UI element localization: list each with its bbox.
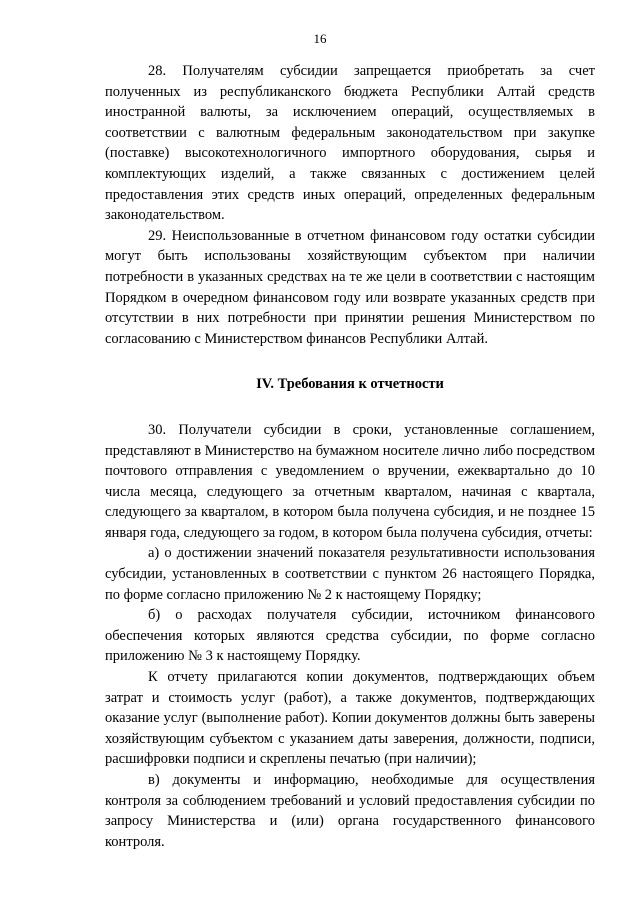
paragraph-28: 28. Получателям субсидии запрещается приобретать за счет полученных из республиканского бюджета Республики Алтай средств иностранной валюты, за исключением операций, осуществляемых в соответствии с валютным федеральным законодательством при закупке (поставке) высокотехнологичного импортного оборудования, сырья и комплектующих изделий, а также связанных с достижением целей предоставления этих средств иных операций, определенных федеральным законодательством. xyxy=(105,63,595,224)
paragraph-30-a: а) о достижении значений показателя результативности использования субсидии, установленных в соответствии с пунктом 26 настоящего Порядка, по форме согласно приложению № 2 к настоящему Порядку; xyxy=(105,545,595,603)
paragraph-30: 30. Получатели субсидии в сроки, установленные соглашением, представляют в Министерство на бумажном носителе лично либо посредством почтового отправления с уведомлением о вручении, ежеквартально до 10 числа месяца, следующего за отчетным кварталом, начиная с квартала, следующего за кварталом, в котором была получена субсидия, и не позднее 15 января года, следующего за годом, в котором была получена субсидия, отчеты: xyxy=(105,421,595,541)
page-number: 16 xyxy=(313,31,327,46)
paragraph-30-b: б) о расходах получателя субсидии, источником финансового обеспечения которых являются средства субсидии, по форме согласно приложению № 3 к настоящему Порядку. xyxy=(105,607,595,665)
paragraph-29: 29. Неиспользованные в отчетном финансовом году остатки субсидии могут быть использованы хозяйствующим субъектом при наличии потребности в указанных средствах на те же цели в соответствии с настоящим Порядком в очередном финансовом году или возврате указанных средств при отсутствии в них потребности при принятии решения Министерством по согласованию с Министерством финансов Республики Алтай. xyxy=(105,227,595,347)
section-title: IV. Требования к отчетности xyxy=(256,376,444,393)
document-body xyxy=(105,61,595,852)
paragraph-attachments: К отчету прилагаются копии документов, подтверждающих объем затрат и стоимость услуг (работ), а также документов, подтверждающих оказание услуг (выполнение работ). Копии документов должны быть заверены хозяйствующим субъектом с указанием даты заверения, должности, подписи, расшифровки подписи и скреплены печатью (при наличии); xyxy=(105,669,595,768)
paragraph-30-v: в) документы и информацию, необходимые для осуществления контроля за соблюдением требований и условий предоставления субсидии по запросу Министерства и (или) органа государственного финансового контроля. xyxy=(105,772,595,850)
